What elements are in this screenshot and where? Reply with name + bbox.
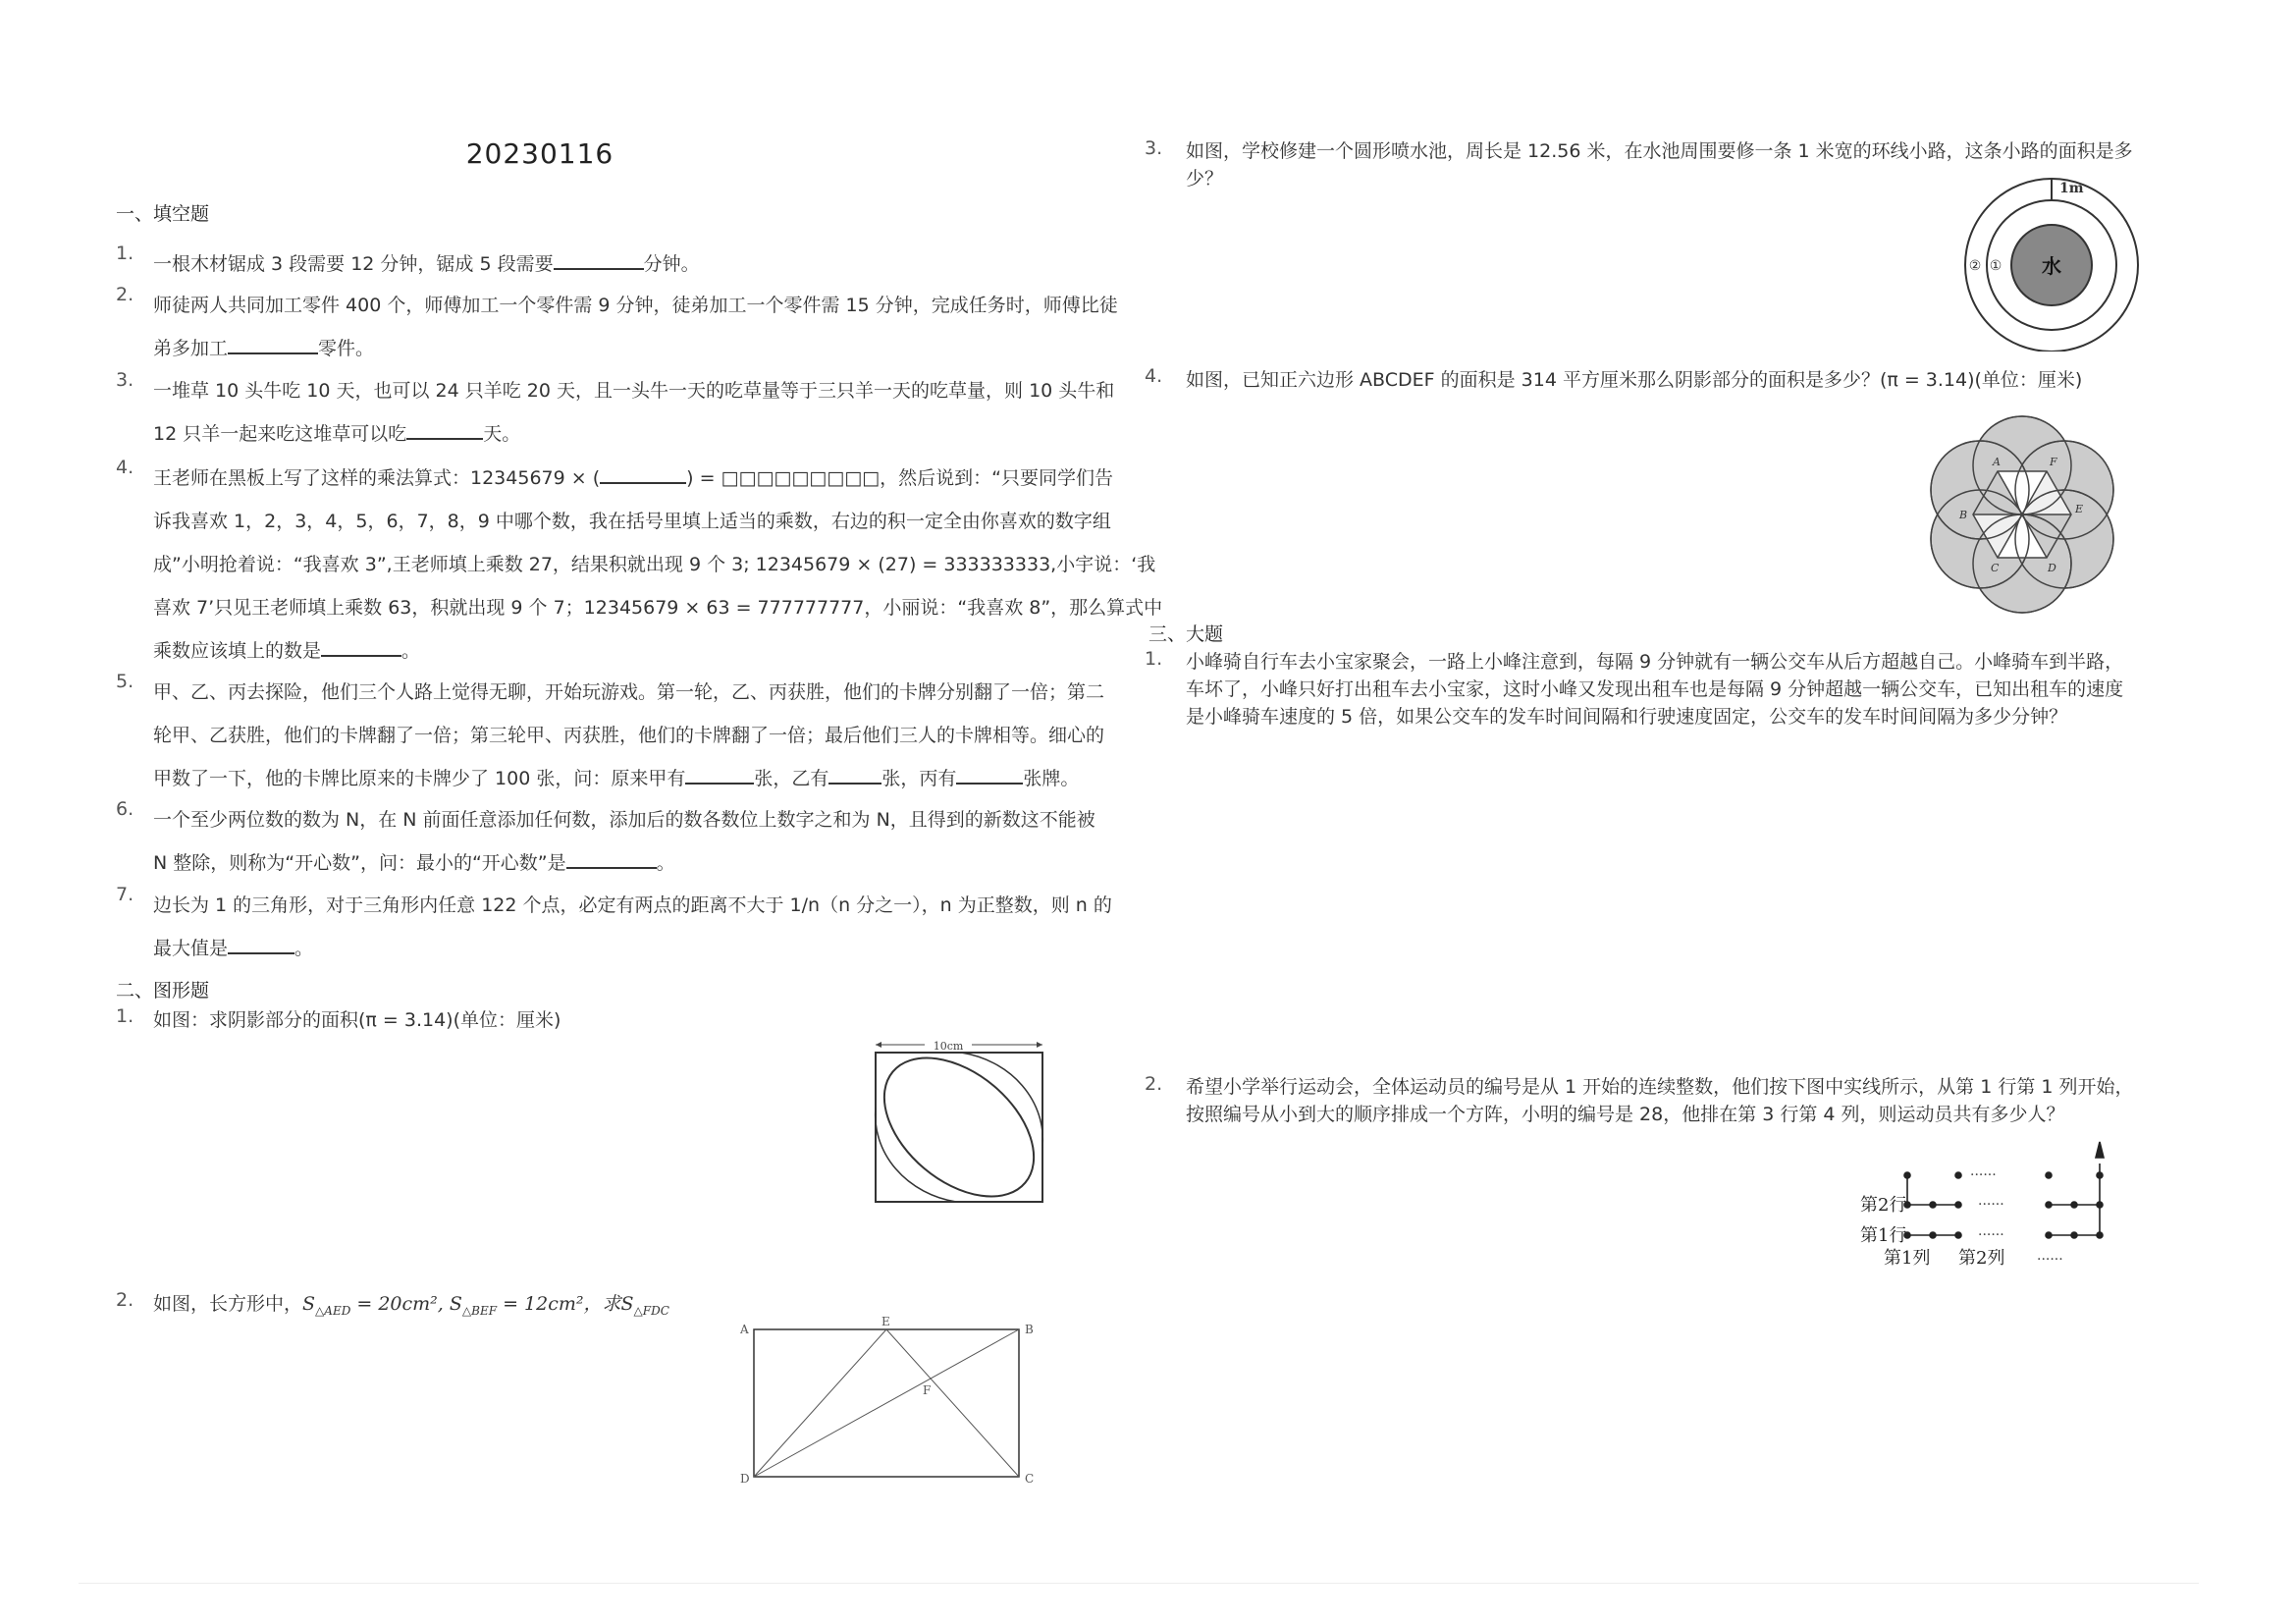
point-A: A	[740, 1323, 749, 1336]
question-text: 张，乙有	[754, 768, 829, 789]
question-line	[153, 757, 1104, 800]
athlete-grid-figure	[1841, 1134, 2145, 1272]
rectangle-figure	[736, 1316, 1041, 1492]
point-F: F	[2050, 456, 2057, 468]
question-text: 如图，长方形中，	[153, 1293, 303, 1315]
question-line	[153, 841, 1095, 885]
question-text: 一根木材锯成 3 段需要 12 分钟，锯成 5 段需要	[153, 253, 554, 275]
question-text: 12 只羊一起来吃这堆草可以吃	[153, 423, 407, 445]
water-label: 水	[2042, 254, 2061, 278]
question-number: 2.	[116, 1289, 134, 1311]
question-text: N 整除，则称为“开心数”，问：最小的“开心数”是	[153, 852, 566, 874]
question-text: 成”小明抢着说：“我喜欢 3”,王老师填上乘数 27，结果积就出现 9 个 3; 12345679 × (27) = 333333333,小宇说：‘我	[153, 554, 1156, 575]
question-number: 3.	[116, 369, 134, 391]
question-text: 张牌。	[1023, 768, 1080, 789]
answer-blank[interactable]	[406, 420, 483, 440]
question-number: 1.	[116, 243, 134, 264]
question-text: 一个至少两位数的数为 N，在 N 前面任意添加任何数，添加后的数各数位上数字之和为 N，且得到的新数这不能被	[153, 809, 1095, 831]
question-line: 按照编号从小到大的顺序排成一个方阵，小明的编号是 28，他排在第 3 行第 4 列，则运动员共有多少人？	[1186, 1104, 2065, 1125]
question-text: 如图：求阴影部分的面积(π = 3.14)(单位：厘米)	[153, 1009, 561, 1031]
question-line	[153, 369, 1114, 412]
footer-divider	[79, 1583, 2199, 1584]
answer-blank[interactable]	[956, 765, 1023, 785]
question-number: 2.	[116, 284, 134, 305]
question-text: 。	[656, 852, 675, 874]
answer-blank[interactable]	[554, 250, 644, 270]
point-C: C	[1991, 562, 2000, 574]
col-dots: ······	[2037, 1252, 2063, 1268]
question-number: 4.	[1145, 365, 1163, 387]
question-text: ) = □□□□□□□□□，然后说到：“只要同学们告	[686, 467, 1113, 489]
right-page	[1145, 0, 2296, 1624]
question-number: 1.	[1145, 648, 1163, 670]
question-number: 1.	[116, 1005, 134, 1027]
shaded-square-figure	[868, 1039, 1054, 1208]
question-line	[153, 884, 1112, 927]
answer-blank[interactable]	[685, 765, 754, 785]
question-text: 王老师在黑板上写了这样的乘法算式：12345679 × (	[153, 467, 601, 489]
question-text: 零件。	[318, 338, 375, 359]
question-line	[153, 714, 1104, 757]
question-line	[153, 671, 1104, 714]
question-line	[153, 412, 1114, 456]
point-E: E	[881, 1316, 890, 1328]
row-2-label: 第2行	[1860, 1195, 1907, 1216]
question-text: 甲、乙、丙去探险，他们三个人路上觉得无聊，开始玩游戏。第一轮，乙、丙获胜，他们的卡牌分别翻了一倍；第二	[153, 681, 1105, 703]
question-number: 7.	[116, 884, 134, 905]
row-3-dots: ······	[1970, 1167, 1997, 1183]
point-B: B	[1959, 509, 1968, 521]
width-label: 1m	[2059, 181, 2084, 196]
question-line	[153, 500, 1162, 543]
dimension-label: 10cm	[933, 1040, 964, 1053]
question-text: 一堆草 10 头牛吃 10 天，也可以 24 只羊吃 20 天，且一头牛一天的吃草量等于三只羊一天的吃草量，则 10 头牛和	[153, 380, 1115, 402]
point-A: A	[1993, 456, 2001, 468]
question-number: 2.	[1145, 1073, 1163, 1095]
row-1-label: 第1行	[1860, 1225, 1907, 1246]
question-text: 天。	[483, 423, 521, 445]
answer-blank[interactable]	[228, 335, 318, 354]
question-line: 小峰骑自行车去小宝家聚会，一路上小峰注意到，每隔 9 分钟就有一辆公交车从后方超越自己。小峰骑车到半路，	[1186, 651, 2124, 673]
answer-blank[interactable]	[228, 935, 294, 954]
question-text: 。	[294, 938, 314, 959]
question-line: 车坏了，小峰只好打出租车去小宝家，这时小峰又发现出租车也是每隔 9 分钟超越一辆公交车，已知出租车的速度	[1186, 678, 2124, 700]
question-text: 喜欢 7’只见王老师填上乘数 63，积就出现 9 个 7；12345679 × 63 = 777777777，小丽说：“我喜欢 8”，那么算式中	[153, 597, 1163, 619]
question-line	[153, 927, 1112, 970]
point-D: D	[740, 1472, 750, 1486]
question-text: 乘数应该填上的数是	[153, 640, 322, 662]
point-B: B	[1025, 1323, 1034, 1336]
question-text: 弟多加工	[153, 338, 229, 359]
area-subscript: △BEF	[461, 1303, 498, 1318]
question-number: 5.	[116, 671, 134, 692]
point-F: F	[923, 1383, 932, 1397]
section-big: 三、大题	[1148, 623, 1224, 645]
question-line	[153, 327, 1118, 370]
question-number: 6.	[116, 798, 134, 820]
question-text: 轮甲、乙获胜，他们的卡牌翻了一倍；第三轮甲、丙获胜，他们的卡牌翻了一倍；最后他们三人的卡牌相等。细心的	[153, 725, 1105, 746]
answer-blank[interactable]	[566, 849, 657, 869]
question-line: 是小峰骑车速度的 5 倍，如果公交车的发车时间间隔和行驶速度固定，公交车的发车时间间隔为多少分钟？	[1186, 706, 2068, 728]
question-line	[153, 798, 1095, 841]
question-line: 少？	[1186, 168, 1224, 189]
section-fill: 一、填空题	[116, 203, 210, 225]
question-line	[153, 243, 700, 286]
area-value: = 20cm²,	[350, 1293, 450, 1315]
col-1-label: 第1列	[1884, 1248, 1931, 1269]
question-number: 3.	[1145, 137, 1163, 159]
question-text: 分钟。	[643, 253, 700, 275]
hexagon-flower-figure	[1904, 414, 2140, 616]
col-2-label: 第2列	[1958, 1248, 2005, 1269]
question-text: 张，丙有	[881, 768, 957, 789]
question-line: 如图，学校修建一个圆形喷水池，周长是 12.56 米，在水池周围要修一条 1 米宽的环线小路，这条小路的面积是多	[1186, 140, 2133, 162]
point-E: E	[2075, 503, 2084, 515]
area-symbol: S	[449, 1293, 462, 1315]
question-line	[153, 457, 1162, 500]
ring-1-label: ①	[1989, 258, 2002, 274]
answer-blank[interactable]	[600, 464, 686, 484]
row-1-dots: ······	[1978, 1227, 2004, 1243]
page-title: 20230116	[465, 137, 614, 170]
question-line	[153, 543, 1162, 586]
area-subscript: △FDC	[633, 1303, 669, 1318]
question-line	[153, 586, 1162, 629]
row-2-dots: ······	[1978, 1197, 2004, 1213]
section-geometry: 二、图形题	[116, 980, 210, 1001]
question-text: 最大值是	[153, 938, 229, 959]
question-text: 师徒两人共同加工零件 400 个，师傅加工一个零件需 9 分钟，徒弟加工一个零件需 15 分钟，完成任务时，师傅比徒	[153, 295, 1118, 316]
answer-blank[interactable]	[321, 637, 401, 657]
question-text: 如图，已知正六边形 ABCDEF 的面积是 314 平方厘米那么阴影部分的面积是多少？(π = 3.14)(单位：厘米)	[1186, 369, 2083, 391]
question-text: 边长为 1 的三角形，对于三角形内任意 122 个点，必定有两点的距离不大于 1/n（n 分之一），n 为正整数，则 n 的	[153, 894, 1112, 916]
area-subscript: △AED	[315, 1303, 351, 1318]
ring-2-label: ②	[1968, 258, 1982, 274]
answer-blank[interactable]	[828, 765, 881, 785]
question-text: 诉我喜欢 1，2，3，4，5，6，7，8，9 中哪个数，我在括号里填上适当的乘数，右边的积一定全由你喜欢的数字组	[153, 511, 1111, 532]
area-symbol: S	[620, 1293, 634, 1315]
point-D: D	[2048, 562, 2056, 574]
area-value: = 12cm²，求	[497, 1293, 621, 1315]
question-line	[153, 284, 1118, 327]
fountain-figure	[1953, 175, 2150, 352]
point-C: C	[1025, 1472, 1035, 1486]
question-line	[153, 629, 1162, 673]
question-number: 4.	[116, 457, 134, 478]
question-text: 甲数了一下，他的卡牌比原来的卡牌少了 100 张，问：原来甲有	[153, 768, 686, 789]
question-text: 。	[401, 640, 421, 662]
area-symbol: S	[302, 1293, 316, 1315]
question-line: 希望小学举行运动会，全体运动员的编号是从 1 开始的连续整数，他们按下图中实线所示，从第 1 行第 1 列开始，	[1186, 1076, 2134, 1098]
